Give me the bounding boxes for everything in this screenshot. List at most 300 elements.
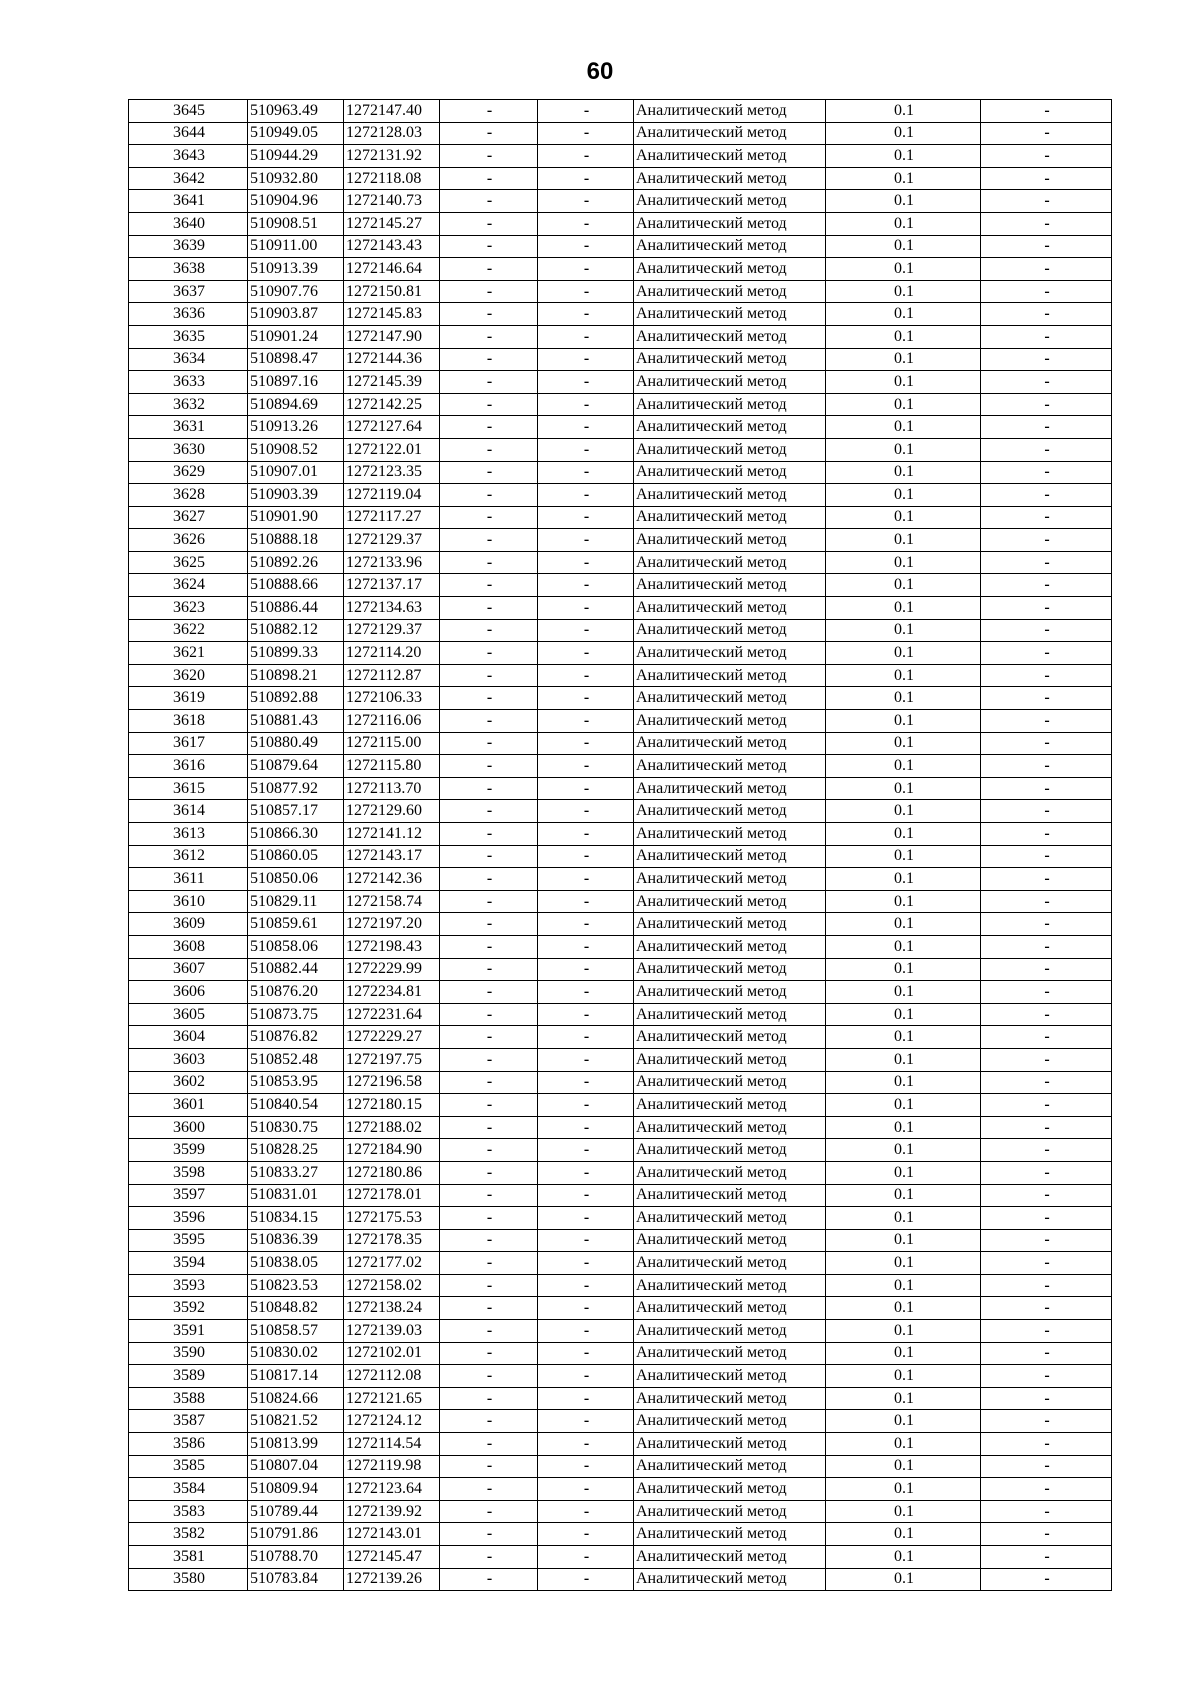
precision-cell: 0.1: [826, 1365, 981, 1388]
column-8-cell: -: [981, 823, 1112, 846]
table-row: [129, 958, 1112, 981]
y-coordinate-cell: 1272197.75: [344, 1048, 440, 1071]
y-coordinate-cell: 1272158.74: [344, 890, 440, 913]
point-id-cell: 3580: [129, 1568, 248, 1591]
column-8-cell: -: [981, 551, 1112, 574]
method-cell: Аналитический метод: [634, 1252, 826, 1275]
column-5-cell: -: [538, 732, 634, 755]
y-coordinate-cell: 1272140.73: [344, 190, 440, 213]
precision-cell: 0.1: [826, 280, 981, 303]
column-5-cell: -: [538, 1274, 634, 1297]
x-coordinate-cell: 510882.44: [248, 958, 344, 981]
column-4-cell: -: [440, 1365, 538, 1388]
table-body: [129, 100, 1112, 1591]
y-coordinate-cell: 1272119.04: [344, 484, 440, 507]
precision-cell: 0.1: [826, 1320, 981, 1343]
x-coordinate-cell: 510833.27: [248, 1161, 344, 1184]
point-id-cell: 3611: [129, 868, 248, 891]
method-cell: Аналитический метод: [634, 574, 826, 597]
precision-cell: 0.1: [826, 1139, 981, 1162]
x-coordinate-cell: 510901.90: [248, 506, 344, 529]
x-coordinate-cell: 510908.51: [248, 212, 344, 235]
table-row: [129, 1433, 1112, 1456]
x-coordinate-cell: 510886.44: [248, 597, 344, 620]
method-cell: Аналитический метод: [634, 664, 826, 687]
point-id-cell: 3594: [129, 1252, 248, 1275]
column-4-cell: -: [440, 1274, 538, 1297]
column-5-cell: -: [538, 145, 634, 168]
column-4-cell: -: [440, 1568, 538, 1591]
x-coordinate-cell: 510858.06: [248, 935, 344, 958]
column-8-cell: -: [981, 1433, 1112, 1456]
column-5-cell: -: [538, 710, 634, 733]
column-8-cell: -: [981, 100, 1112, 123]
point-id-cell: 3622: [129, 619, 248, 642]
y-coordinate-cell: 1272102.01: [344, 1342, 440, 1365]
column-4-cell: -: [440, 484, 538, 507]
column-5-cell: -: [538, 574, 634, 597]
column-8-cell: -: [981, 167, 1112, 190]
method-cell: Аналитический метод: [634, 1342, 826, 1365]
precision-cell: 0.1: [826, 619, 981, 642]
point-id-cell: 3609: [129, 913, 248, 936]
x-coordinate-cell: 510963.49: [248, 100, 344, 123]
precision-cell: 0.1: [826, 574, 981, 597]
column-4-cell: -: [440, 1297, 538, 1320]
column-5-cell: -: [538, 1048, 634, 1071]
method-cell: Аналитический метод: [634, 777, 826, 800]
table-row: [129, 732, 1112, 755]
y-coordinate-cell: 1272112.87: [344, 664, 440, 687]
column-5-cell: -: [538, 1116, 634, 1139]
point-id-cell: 3619: [129, 687, 248, 710]
column-8-cell: -: [981, 845, 1112, 868]
column-5-cell: -: [538, 1320, 634, 1343]
point-id-cell: 3615: [129, 777, 248, 800]
column-8-cell: -: [981, 1274, 1112, 1297]
y-coordinate-cell: 1272124.12: [344, 1410, 440, 1433]
method-cell: Аналитический метод: [634, 484, 826, 507]
column-4-cell: -: [440, 1139, 538, 1162]
precision-cell: 0.1: [826, 1048, 981, 1071]
table-row: [129, 100, 1112, 123]
point-id-cell: 3624: [129, 574, 248, 597]
y-coordinate-cell: 1272234.81: [344, 981, 440, 1004]
method-cell: Аналитический метод: [634, 167, 826, 190]
table-row: [129, 461, 1112, 484]
point-id-cell: 3585: [129, 1455, 248, 1478]
column-4-cell: -: [440, 664, 538, 687]
y-coordinate-cell: 1272145.47: [344, 1546, 440, 1569]
x-coordinate-cell: 510908.52: [248, 438, 344, 461]
y-coordinate-cell: 1272137.17: [344, 574, 440, 597]
point-id-cell: 3617: [129, 732, 248, 755]
method-cell: Аналитический метод: [634, 122, 826, 145]
column-5-cell: -: [538, 438, 634, 461]
column-5-cell: -: [538, 823, 634, 846]
method-cell: Аналитический метод: [634, 1184, 826, 1207]
y-coordinate-cell: 1272114.54: [344, 1433, 440, 1456]
y-coordinate-cell: 1272129.37: [344, 619, 440, 642]
column-4-cell: -: [440, 371, 538, 394]
column-4-cell: -: [440, 845, 538, 868]
column-8-cell: -: [981, 1161, 1112, 1184]
table-row: [129, 258, 1112, 281]
column-8-cell: -: [981, 1026, 1112, 1049]
precision-cell: 0.1: [826, 1433, 981, 1456]
method-cell: Аналитический метод: [634, 1523, 826, 1546]
point-id-cell: 3613: [129, 823, 248, 846]
precision-cell: 0.1: [826, 710, 981, 733]
column-8-cell: -: [981, 1523, 1112, 1546]
method-cell: Аналитический метод: [634, 1568, 826, 1591]
table-row: [129, 574, 1112, 597]
precision-cell: 0.1: [826, 732, 981, 755]
x-coordinate-cell: 510857.17: [248, 800, 344, 823]
column-5-cell: -: [538, 1546, 634, 1569]
method-cell: Аналитический метод: [634, 1433, 826, 1456]
x-coordinate-cell: 510949.05: [248, 122, 344, 145]
column-5-cell: -: [538, 1003, 634, 1026]
table-row: [129, 303, 1112, 326]
column-8-cell: -: [981, 529, 1112, 552]
y-coordinate-cell: 1272121.65: [344, 1387, 440, 1410]
table-row: [129, 1094, 1112, 1117]
x-coordinate-cell: 510838.05: [248, 1252, 344, 1275]
precision-cell: 0.1: [826, 551, 981, 574]
column-5-cell: -: [538, 551, 634, 574]
column-5-cell: -: [538, 303, 634, 326]
column-4-cell: -: [440, 890, 538, 913]
method-cell: Аналитический метод: [634, 1410, 826, 1433]
column-8-cell: -: [981, 574, 1112, 597]
column-5-cell: -: [538, 371, 634, 394]
x-coordinate-cell: 510824.66: [248, 1387, 344, 1410]
x-coordinate-cell: 510821.52: [248, 1410, 344, 1433]
method-cell: Аналитический метод: [634, 438, 826, 461]
precision-cell: 0.1: [826, 212, 981, 235]
x-coordinate-cell: 510852.48: [248, 1048, 344, 1071]
column-8-cell: -: [981, 619, 1112, 642]
point-id-cell: 3640: [129, 212, 248, 235]
column-4-cell: -: [440, 1026, 538, 1049]
point-id-cell: 3634: [129, 348, 248, 371]
column-8-cell: -: [981, 258, 1112, 281]
column-4-cell: -: [440, 190, 538, 213]
column-8-cell: -: [981, 348, 1112, 371]
x-coordinate-cell: 510880.49: [248, 732, 344, 755]
column-4-cell: -: [440, 325, 538, 348]
method-cell: Аналитический метод: [634, 506, 826, 529]
column-4-cell: -: [440, 1478, 538, 1501]
method-cell: Аналитический метод: [634, 461, 826, 484]
x-coordinate-cell: 510898.47: [248, 348, 344, 371]
column-4-cell: -: [440, 777, 538, 800]
column-4-cell: -: [440, 574, 538, 597]
method-cell: Аналитический метод: [634, 212, 826, 235]
method-cell: Аналитический метод: [634, 642, 826, 665]
column-8-cell: -: [981, 1500, 1112, 1523]
x-coordinate-cell: 510788.70: [248, 1546, 344, 1569]
column-5-cell: -: [538, 1433, 634, 1456]
table-row: [129, 551, 1112, 574]
column-4-cell: -: [440, 800, 538, 823]
method-cell: Аналитический метод: [634, 597, 826, 620]
column-5-cell: -: [538, 597, 634, 620]
precision-cell: 0.1: [826, 1410, 981, 1433]
method-cell: Аналитический метод: [634, 1500, 826, 1523]
method-cell: Аналитический метод: [634, 1071, 826, 1094]
point-id-cell: 3606: [129, 981, 248, 1004]
precision-cell: 0.1: [826, 1478, 981, 1501]
column-5-cell: -: [538, 100, 634, 123]
precision-cell: 0.1: [826, 597, 981, 620]
column-8-cell: -: [981, 1320, 1112, 1343]
table-row: [129, 1229, 1112, 1252]
y-coordinate-cell: 1272178.01: [344, 1184, 440, 1207]
method-cell: Аналитический метод: [634, 619, 826, 642]
column-4-cell: -: [440, 732, 538, 755]
column-4-cell: -: [440, 529, 538, 552]
column-4-cell: -: [440, 258, 538, 281]
column-5-cell: -: [538, 1252, 634, 1275]
table-row: [129, 1048, 1112, 1071]
y-coordinate-cell: 1272143.43: [344, 235, 440, 258]
precision-cell: 0.1: [826, 506, 981, 529]
y-coordinate-cell: 1272145.83: [344, 303, 440, 326]
y-coordinate-cell: 1272229.27: [344, 1026, 440, 1049]
column-5-cell: -: [538, 1161, 634, 1184]
x-coordinate-cell: 510860.05: [248, 845, 344, 868]
precision-cell: 0.1: [826, 484, 981, 507]
column-5-cell: -: [538, 1026, 634, 1049]
table-row: [129, 1478, 1112, 1501]
column-4-cell: -: [440, 1387, 538, 1410]
point-id-cell: 3628: [129, 484, 248, 507]
column-5-cell: -: [538, 461, 634, 484]
x-coordinate-cell: 510817.14: [248, 1365, 344, 1388]
y-coordinate-cell: 1272123.64: [344, 1478, 440, 1501]
column-8-cell: -: [981, 755, 1112, 778]
x-coordinate-cell: 510932.80: [248, 167, 344, 190]
table-row: [129, 1003, 1112, 1026]
column-5-cell: -: [538, 258, 634, 281]
x-coordinate-cell: 510904.96: [248, 190, 344, 213]
table-row: [129, 190, 1112, 213]
table-row: [129, 1365, 1112, 1388]
method-cell: Аналитический метод: [634, 935, 826, 958]
column-5-cell: -: [538, 190, 634, 213]
point-id-cell: 3642: [129, 167, 248, 190]
column-4-cell: -: [440, 416, 538, 439]
precision-cell: 0.1: [826, 1500, 981, 1523]
column-8-cell: -: [981, 1252, 1112, 1275]
table-row: [129, 642, 1112, 665]
precision-cell: 0.1: [826, 393, 981, 416]
x-coordinate-cell: 510877.92: [248, 777, 344, 800]
column-8-cell: -: [981, 145, 1112, 168]
x-coordinate-cell: 510888.66: [248, 574, 344, 597]
x-coordinate-cell: 510873.75: [248, 1003, 344, 1026]
column-4-cell: -: [440, 461, 538, 484]
x-coordinate-cell: 510879.64: [248, 755, 344, 778]
y-coordinate-cell: 1272133.96: [344, 551, 440, 574]
method-cell: Аналитический метод: [634, 1207, 826, 1230]
method-cell: Аналитический метод: [634, 823, 826, 846]
point-id-cell: 3590: [129, 1342, 248, 1365]
table-row: [129, 1455, 1112, 1478]
point-id-cell: 3583: [129, 1500, 248, 1523]
column-4-cell: -: [440, 1207, 538, 1230]
point-id-cell: 3599: [129, 1139, 248, 1162]
column-8-cell: -: [981, 393, 1112, 416]
precision-cell: 0.1: [826, 1523, 981, 1546]
point-id-cell: 3605: [129, 1003, 248, 1026]
table-row: [129, 710, 1112, 733]
column-8-cell: -: [981, 777, 1112, 800]
point-id-cell: 3604: [129, 1026, 248, 1049]
column-8-cell: -: [981, 438, 1112, 461]
column-8-cell: -: [981, 981, 1112, 1004]
method-cell: Аналитический метод: [634, 1229, 826, 1252]
precision-cell: 0.1: [826, 1297, 981, 1320]
x-coordinate-cell: 510913.26: [248, 416, 344, 439]
column-5-cell: -: [538, 393, 634, 416]
x-coordinate-cell: 510850.06: [248, 868, 344, 891]
precision-cell: 0.1: [826, 868, 981, 891]
column-5-cell: -: [538, 484, 634, 507]
method-cell: Аналитический метод: [634, 1161, 826, 1184]
column-4-cell: -: [440, 1252, 538, 1275]
point-id-cell: 3614: [129, 800, 248, 823]
coordinates-table: [128, 99, 1112, 1591]
column-5-cell: -: [538, 1500, 634, 1523]
table-row: [129, 687, 1112, 710]
column-5-cell: -: [538, 1478, 634, 1501]
column-8-cell: -: [981, 212, 1112, 235]
x-coordinate-cell: 510907.01: [248, 461, 344, 484]
column-4-cell: -: [440, 1003, 538, 1026]
point-id-cell: 3643: [129, 145, 248, 168]
precision-cell: 0.1: [826, 371, 981, 394]
column-5-cell: -: [538, 529, 634, 552]
column-8-cell: -: [981, 1139, 1112, 1162]
x-coordinate-cell: 510830.02: [248, 1342, 344, 1365]
precision-cell: 0.1: [826, 325, 981, 348]
x-coordinate-cell: 510783.84: [248, 1568, 344, 1591]
precision-cell: 0.1: [826, 1003, 981, 1026]
column-8-cell: -: [981, 642, 1112, 665]
column-4-cell: -: [440, 823, 538, 846]
point-id-cell: 3584: [129, 1478, 248, 1501]
point-id-cell: 3588: [129, 1387, 248, 1410]
precision-cell: 0.1: [826, 935, 981, 958]
table-row: [129, 913, 1112, 936]
column-4-cell: -: [440, 348, 538, 371]
column-8-cell: -: [981, 1365, 1112, 1388]
x-coordinate-cell: 510881.43: [248, 710, 344, 733]
x-coordinate-cell: 510789.44: [248, 1500, 344, 1523]
column-4-cell: -: [440, 1523, 538, 1546]
method-cell: Аналитический метод: [634, 145, 826, 168]
method-cell: Аналитический метод: [634, 1387, 826, 1410]
x-coordinate-cell: 510791.86: [248, 1523, 344, 1546]
y-coordinate-cell: 1272129.37: [344, 529, 440, 552]
precision-cell: 0.1: [826, 1342, 981, 1365]
column-8-cell: -: [981, 1184, 1112, 1207]
precision-cell: 0.1: [826, 461, 981, 484]
y-coordinate-cell: 1272123.35: [344, 461, 440, 484]
y-coordinate-cell: 1272139.26: [344, 1568, 440, 1591]
precision-cell: 0.1: [826, 823, 981, 846]
column-5-cell: -: [538, 1365, 634, 1388]
column-4-cell: -: [440, 1161, 538, 1184]
x-coordinate-cell: 510888.18: [248, 529, 344, 552]
y-coordinate-cell: 1272188.02: [344, 1116, 440, 1139]
y-coordinate-cell: 1272118.08: [344, 167, 440, 190]
point-id-cell: 3612: [129, 845, 248, 868]
table-row: [129, 1387, 1112, 1410]
column-8-cell: -: [981, 1342, 1112, 1365]
x-coordinate-cell: 510836.39: [248, 1229, 344, 1252]
column-4-cell: -: [440, 1094, 538, 1117]
method-cell: Аналитический метод: [634, 258, 826, 281]
column-4-cell: -: [440, 1410, 538, 1433]
y-coordinate-cell: 1272114.20: [344, 642, 440, 665]
point-id-cell: 3623: [129, 597, 248, 620]
column-5-cell: -: [538, 506, 634, 529]
table-row: [129, 1523, 1112, 1546]
point-id-cell: 3631: [129, 416, 248, 439]
table-row: [129, 845, 1112, 868]
method-cell: Аналитический метод: [634, 1026, 826, 1049]
method-cell: Аналитический метод: [634, 845, 826, 868]
column-8-cell: -: [981, 1116, 1112, 1139]
y-coordinate-cell: 1272117.27: [344, 506, 440, 529]
y-coordinate-cell: 1272150.81: [344, 280, 440, 303]
column-8-cell: -: [981, 664, 1112, 687]
precision-cell: 0.1: [826, 1161, 981, 1184]
column-4-cell: -: [440, 1342, 538, 1365]
point-id-cell: 3598: [129, 1161, 248, 1184]
precision-cell: 0.1: [826, 800, 981, 823]
column-4-cell: -: [440, 1229, 538, 1252]
y-coordinate-cell: 1272178.35: [344, 1229, 440, 1252]
precision-cell: 0.1: [826, 1252, 981, 1275]
column-8-cell: -: [981, 190, 1112, 213]
column-4-cell: -: [440, 280, 538, 303]
point-id-cell: 3593: [129, 1274, 248, 1297]
x-coordinate-cell: 510892.88: [248, 687, 344, 710]
column-8-cell: -: [981, 597, 1112, 620]
point-id-cell: 3586: [129, 1433, 248, 1456]
column-8-cell: -: [981, 1478, 1112, 1501]
y-coordinate-cell: 1272229.99: [344, 958, 440, 981]
x-coordinate-cell: 510866.30: [248, 823, 344, 846]
method-cell: Аналитический метод: [634, 416, 826, 439]
column-8-cell: -: [981, 1455, 1112, 1478]
precision-cell: 0.1: [826, 1568, 981, 1591]
column-4-cell: -: [440, 235, 538, 258]
column-4-cell: -: [440, 551, 538, 574]
y-coordinate-cell: 1272184.90: [344, 1139, 440, 1162]
column-5-cell: -: [538, 981, 634, 1004]
y-coordinate-cell: 1272127.64: [344, 416, 440, 439]
table-row: [129, 325, 1112, 348]
y-coordinate-cell: 1272158.02: [344, 1274, 440, 1297]
y-coordinate-cell: 1272144.36: [344, 348, 440, 371]
column-8-cell: -: [981, 1071, 1112, 1094]
